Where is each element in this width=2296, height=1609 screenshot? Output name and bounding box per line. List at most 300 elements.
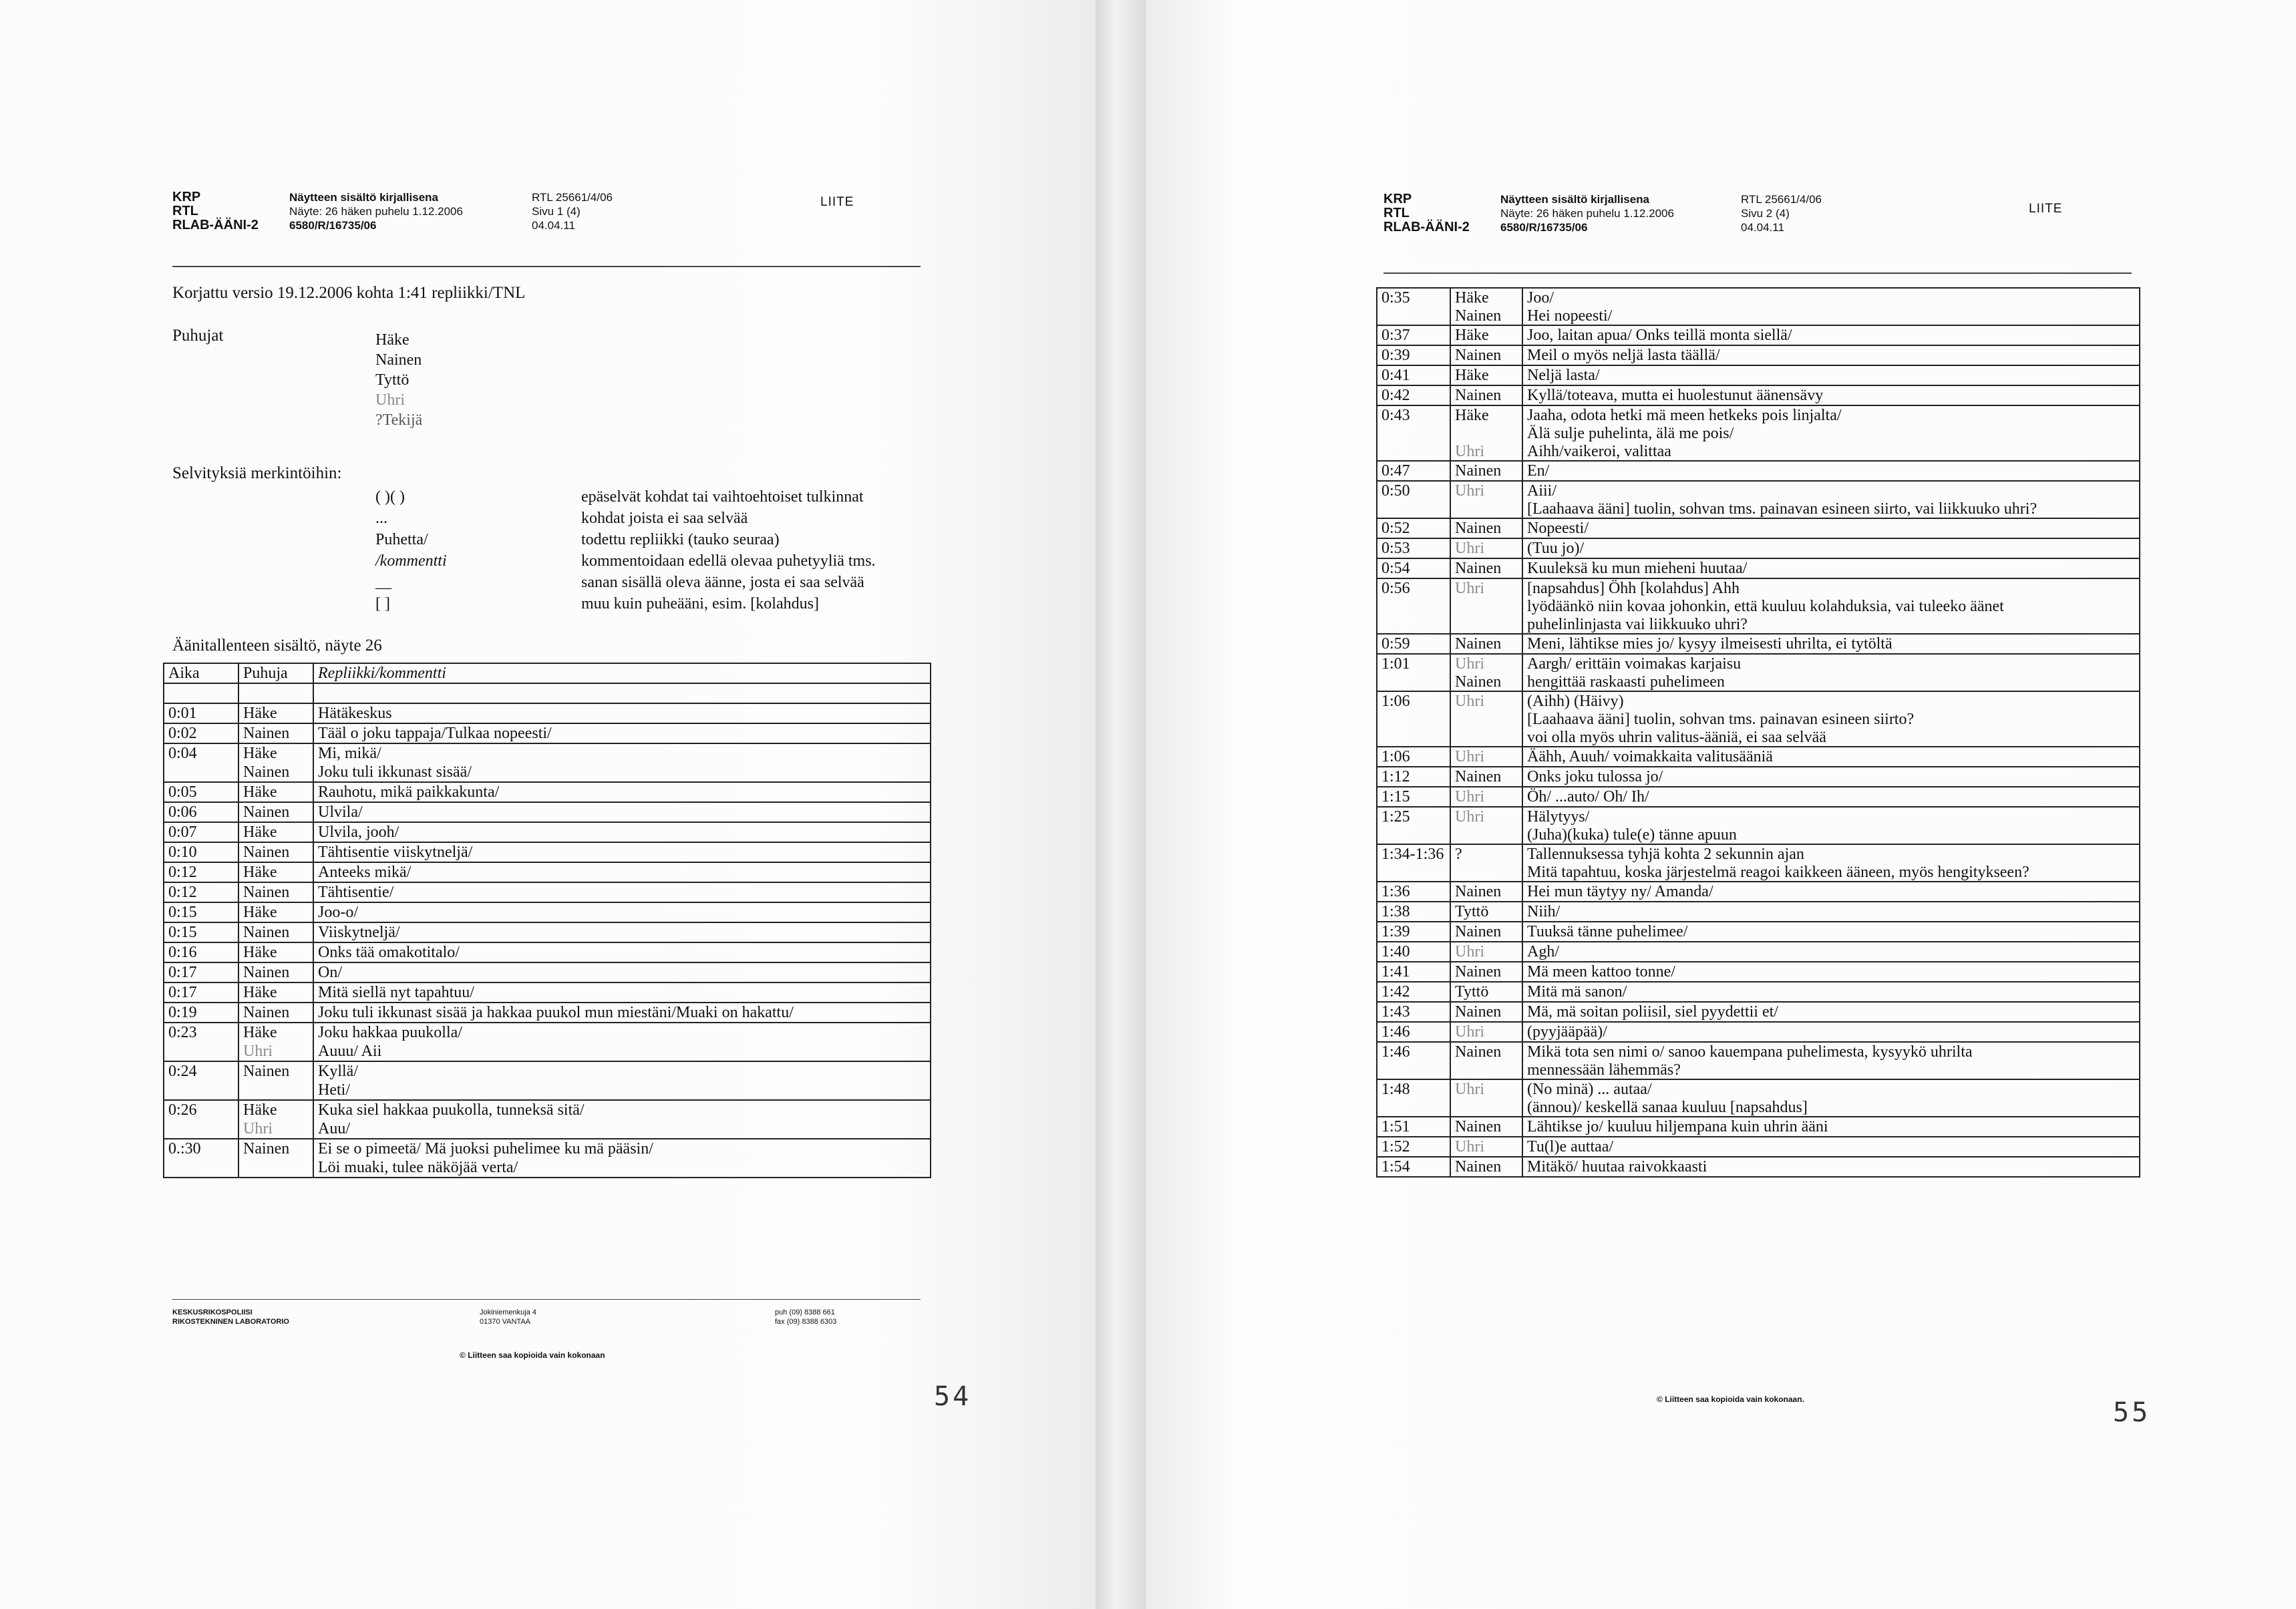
speaker-label: Nainen xyxy=(1455,883,1502,900)
line-text: Mitä tapahtuu, koska järjestelmä reagoi kaikkeen ääneen, myös hengitykseen? xyxy=(1527,864,2029,881)
speaker-cell xyxy=(238,1100,313,1139)
speaker-cell xyxy=(1450,1157,1522,1177)
line-cell xyxy=(1522,1137,2140,1157)
transcript-table xyxy=(163,663,931,1178)
time-cell: 0:01 xyxy=(164,703,238,723)
speaker-label: Uhri xyxy=(1455,943,1484,960)
table-row xyxy=(1377,982,2140,1002)
table-row xyxy=(1377,691,2140,747)
speaker-item: Häke xyxy=(375,331,409,349)
speaker-cell xyxy=(238,822,313,842)
line-text: Ei se o pimeetä/ Mä juoksi puhelimee ku mä pääsin/ xyxy=(318,1140,653,1157)
header-org xyxy=(1383,192,1470,234)
header-ref-line: Sivu 1 (4) xyxy=(532,205,581,218)
line-text: (Juha)(kuka) tule(e) tänne apuun xyxy=(1527,826,1737,844)
speaker-cell xyxy=(1450,654,1522,691)
line-text: Mä, mä soitan poliisil, siel pyydettii et/ xyxy=(1527,1003,1778,1021)
speaker-cell xyxy=(1450,962,1522,982)
speaker-cell xyxy=(1450,288,1522,325)
footer-address-line: Jokiniemenkuja 4 xyxy=(480,1308,536,1316)
time-cell: 1:51 xyxy=(1377,1117,1450,1137)
speaker-cell xyxy=(238,842,313,862)
table-row xyxy=(1377,902,2140,922)
line-text: Ulvila, jooh/ xyxy=(318,824,399,841)
speaker-cell xyxy=(238,1023,313,1061)
line-text: Joku tuli ikkunast sisää/ xyxy=(318,763,472,781)
header-ref xyxy=(1741,192,1822,234)
line-cell xyxy=(1522,538,2140,558)
time-cell: 1:25 xyxy=(1377,807,1450,844)
line-text: (Aihh) (Häivy) xyxy=(1527,693,1624,710)
line-cell xyxy=(313,743,931,782)
col-header-line: Repliikki/kommentti xyxy=(313,663,931,683)
line-text: (Tuu jo)/ xyxy=(1527,540,1585,557)
speaker-cell xyxy=(238,1003,313,1023)
copyright-note: © Liitteen saa kopioida vain kokonaan xyxy=(460,1351,605,1360)
revision-note: Korjattu versio 19.12.2006 kohta 1:41 repliikki/TNL xyxy=(172,284,526,302)
line-text: Aiii/ xyxy=(1527,482,1557,500)
table-row xyxy=(1377,345,2140,365)
line-text: Hei mun täytyy ny/ Amanda/ xyxy=(1527,883,1713,900)
legend-text: epäselvät kohdat tai vaihtoehtoiset tulkinnat xyxy=(581,488,864,506)
footer-org xyxy=(172,1308,289,1326)
table-row xyxy=(1377,481,2140,518)
line-text: Tallennuksessa tyhjä kohta 2 sekunnin ajan xyxy=(1527,846,1804,863)
line-text: Kuuleksä ku mun mieheni huutaa/ xyxy=(1527,560,1748,577)
speaker-label: Häke xyxy=(243,944,277,961)
table-row xyxy=(164,882,931,902)
line-text: Mitä siellä nyt tapahtuu/ xyxy=(318,984,474,1001)
transcript-body xyxy=(1377,288,2140,1177)
line-cell xyxy=(1522,461,2140,481)
speaker-cell xyxy=(238,882,313,902)
line-cell xyxy=(1522,747,2140,767)
header-doc-line: Näytteen sisältö kirjallisena xyxy=(289,191,438,204)
line-text: Mi, mikä/ xyxy=(318,745,381,762)
table-row xyxy=(1377,1042,2140,1079)
footer-phone-line: puh (09) 8388 661 xyxy=(775,1308,835,1316)
time-cell: 0:37 xyxy=(1377,325,1450,345)
speaker-cell xyxy=(1450,1137,1522,1157)
line-text: Niih/ xyxy=(1527,903,1561,920)
table-row xyxy=(1377,654,2140,691)
time-cell: 0:17 xyxy=(164,962,238,982)
line-text: Anteeks mikä/ xyxy=(318,864,412,881)
speaker-cell xyxy=(1450,1079,1522,1117)
line-text: Löi muaki, tulee näköjää verta/ xyxy=(318,1159,518,1176)
transcript-body xyxy=(164,703,931,1178)
speaker-cell xyxy=(1450,345,1522,365)
speaker-cell xyxy=(1450,882,1522,902)
line-text: (ännou)/ keskellä sanaa kuuluu [napsahdus] xyxy=(1527,1099,1808,1116)
speaker-label xyxy=(1455,728,1518,746)
table-row xyxy=(1377,325,2140,345)
speaker-label: Häke xyxy=(243,1024,277,1041)
table-row xyxy=(1377,962,2140,982)
speaker-cell xyxy=(1450,922,1522,942)
legend-text: todettu repliikki (tauko seuraa) xyxy=(581,531,780,548)
line-text: Meni, lähtikse mies jo/ kysyy ilmeisesti uhrilta, ei tytöltä xyxy=(1527,635,1893,653)
speaker-cell xyxy=(1450,405,1522,461)
time-cell: 0:12 xyxy=(164,862,238,882)
speaker-cell xyxy=(238,782,313,802)
time-cell: 1:46 xyxy=(1377,1042,1450,1079)
table-row xyxy=(1377,1137,2140,1157)
time-cell: 1:40 xyxy=(1377,942,1450,962)
line-text: Heti/ xyxy=(318,1081,350,1099)
speaker-label: Uhri xyxy=(1455,482,1484,500)
line-text: Meil o myös neljä lasta täällä/ xyxy=(1527,347,1720,364)
line-text: Auu/ xyxy=(318,1120,350,1137)
line-text: [Laahaava ääni] tuolin, sohvan tms. painavan esineen siirto, vai liikkuuko uhri? xyxy=(1527,500,2037,518)
time-cell: 0:39 xyxy=(1377,345,1450,365)
time-cell: 0:42 xyxy=(1377,385,1450,405)
line-text: Tähtisentie viiskytneljä/ xyxy=(318,844,473,861)
speaker-item: Uhri xyxy=(375,391,405,409)
liite-label: LIITE xyxy=(2029,202,2063,216)
line-cell xyxy=(1522,982,2140,1002)
time-cell: 1:06 xyxy=(1377,691,1450,747)
header-doc-line: Näyte: 26 häken puhelu 1.12.2006 xyxy=(289,205,463,218)
line-cell xyxy=(1522,962,2140,982)
speakers-list xyxy=(375,330,422,430)
line-text: Aargh/ erittäin voimakas karjaisu xyxy=(1527,655,1742,673)
speaker-cell xyxy=(238,902,313,922)
table-row xyxy=(1377,1079,2140,1117)
speaker-label: Uhri xyxy=(243,1043,273,1060)
table-header-row xyxy=(164,663,931,683)
legend-text: muu kuin puheääni, esim. [kolahdus] xyxy=(581,595,819,612)
speaker-cell xyxy=(1450,982,1522,1002)
speaker-label: Häke xyxy=(243,904,277,921)
table-row xyxy=(1377,518,2140,538)
time-cell: 1:12 xyxy=(1377,767,1450,787)
line-cell xyxy=(1522,385,2140,405)
line-cell xyxy=(1522,1002,2140,1022)
speaker-cell xyxy=(1450,538,1522,558)
table-row xyxy=(1377,634,2140,654)
speaker-label: Uhri xyxy=(1455,540,1484,557)
speaker-label: Uhri xyxy=(1455,748,1484,765)
table-row xyxy=(1377,578,2140,634)
header-ref-line: Sivu 2 (4) xyxy=(1741,207,1790,220)
line-text: Älä sulje puhelinta, älä me pois/ xyxy=(1527,425,1734,442)
line-cell xyxy=(313,822,931,842)
table-row xyxy=(164,802,931,822)
line-cell xyxy=(313,922,931,942)
legend-symbol: ( )( ) xyxy=(375,488,405,506)
time-cell: 0:54 xyxy=(1377,558,1450,578)
legend-text: sanan sisällä oleva äänne, josta ei saa selvää xyxy=(581,574,864,591)
speaker-label: Nainen xyxy=(1455,560,1502,577)
speaker-label xyxy=(1455,1061,1518,1079)
table-row xyxy=(164,743,931,782)
speaker-label: Nainen xyxy=(1455,635,1502,653)
speaker-label: Tyttö xyxy=(1455,903,1489,920)
page-number: 54 xyxy=(934,1381,972,1412)
speaker-label: Nainen xyxy=(1455,923,1502,940)
speaker-label xyxy=(1455,500,1518,518)
line-text: (No minä) ... autaa/ xyxy=(1527,1081,1652,1098)
time-cell: 0:24 xyxy=(164,1061,238,1100)
time-cell: 0:52 xyxy=(1377,518,1450,538)
line-text: [napsahdus] Öhh [kolahdus] Ahh xyxy=(1527,580,1740,597)
speaker-cell xyxy=(238,703,313,723)
header-doc-line: Näyte: 26 häken puhelu 1.12.2006 xyxy=(1500,207,1674,220)
header-org-line: RTL xyxy=(1383,206,1410,220)
line-text: Joku tuli ikkunast sisää ja hakkaa puukol mun miestäni/Muaki on hakattu/ xyxy=(318,1004,794,1021)
table-title: Äänitallenteen sisältö, näyte 26 xyxy=(172,637,382,655)
speaker-cell xyxy=(1450,558,1522,578)
speaker-cell xyxy=(1450,1042,1522,1079)
speaker-cell xyxy=(238,723,313,743)
line-cell xyxy=(1522,767,2140,787)
time-cell: 0:41 xyxy=(1377,365,1450,385)
speaker-item: Tyttö xyxy=(375,371,409,389)
table-row xyxy=(1377,405,2140,461)
time-cell: 1:34-1:36 xyxy=(1377,844,1450,882)
line-cell xyxy=(1522,844,2140,882)
left-page xyxy=(0,0,1096,1609)
page-number: 55 xyxy=(2113,1397,2151,1428)
line-cell xyxy=(1522,345,2140,365)
table-row xyxy=(164,902,931,922)
speaker-cell xyxy=(1450,787,1522,807)
header-rule xyxy=(172,266,921,267)
speaker-cell xyxy=(238,802,313,822)
line-text: Neljä lasta/ xyxy=(1527,367,1600,384)
speaker-label: Uhri xyxy=(1455,808,1484,826)
header-ref xyxy=(532,190,613,232)
speaker-label: Nainen xyxy=(243,884,290,901)
header-ref-line: RTL 25661/4/06 xyxy=(532,191,613,204)
time-cell: 1:43 xyxy=(1377,1002,1450,1022)
table-row xyxy=(164,962,931,982)
speaker-label: Nainen xyxy=(243,964,290,981)
line-cell xyxy=(1522,558,2140,578)
speaker-cell xyxy=(1450,844,1522,882)
time-cell: 0:05 xyxy=(164,782,238,802)
table-row xyxy=(164,1100,931,1139)
speaker-cell xyxy=(1450,807,1522,844)
line-text: Mä meen kattoo tonne/ xyxy=(1527,963,1675,980)
table-row xyxy=(164,1139,931,1178)
time-cell: 0:50 xyxy=(1377,481,1450,518)
line-text: Tuuksä tänne puhelimee/ xyxy=(1527,923,1688,940)
line-text: Kuka siel hakkaa puukolla, tunneksä sitä/ xyxy=(318,1101,585,1119)
line-cell xyxy=(313,1100,931,1139)
line-text: Lähtikse jo/ kuuluu hiljempana kuin uhrin ääni xyxy=(1527,1118,1828,1135)
speaker-cell xyxy=(1450,1117,1522,1137)
table-row xyxy=(1377,882,2140,902)
speaker-label: Nainen xyxy=(1455,1118,1502,1135)
line-cell xyxy=(1522,578,2140,634)
time-cell: 0:43 xyxy=(1377,405,1450,461)
speaker-cell xyxy=(1450,902,1522,922)
line-text: Hei nopeesti/ xyxy=(1527,307,1613,325)
speaker-label: Nainen xyxy=(243,725,290,742)
line-cell xyxy=(313,723,931,743)
line-cell xyxy=(313,862,931,882)
table-row xyxy=(164,703,931,723)
time-cell: 0:02 xyxy=(164,723,238,743)
line-cell xyxy=(313,842,931,862)
line-cell xyxy=(313,982,931,1003)
speaker-label: Häke xyxy=(243,1101,277,1119)
book-gutter xyxy=(1096,0,1146,1609)
table-row xyxy=(1377,747,2140,767)
table-row xyxy=(1377,1117,2140,1137)
line-cell xyxy=(313,1139,931,1178)
line-text: Tu(l)e auttaa/ xyxy=(1527,1138,1614,1155)
time-cell: 0:15 xyxy=(164,922,238,942)
liite-label: LIITE xyxy=(820,195,854,209)
table-row xyxy=(164,822,931,842)
speaker-label xyxy=(243,1158,309,1177)
line-text: Ulvila/ xyxy=(318,803,363,821)
time-cell: 1:48 xyxy=(1377,1079,1450,1117)
speaker-cell xyxy=(1450,325,1522,345)
table-row xyxy=(1377,365,2140,385)
table-row xyxy=(164,842,931,862)
time-cell: 1:01 xyxy=(1377,654,1450,691)
header-rule xyxy=(1383,273,2132,274)
speaker-cell xyxy=(238,743,313,782)
time-cell: 0:59 xyxy=(1377,634,1450,654)
line-cell xyxy=(1522,882,2140,902)
line-cell xyxy=(1522,922,2140,942)
line-cell xyxy=(313,1061,931,1100)
speaker-label xyxy=(1455,826,1518,844)
footer-address xyxy=(480,1308,536,1326)
speaker-label: Tyttö xyxy=(1455,983,1489,1001)
transcript-table-continued xyxy=(1376,287,2140,1178)
table-row xyxy=(1377,1157,2140,1177)
table-row xyxy=(164,782,931,802)
line-text: Joo, laitan apua/ Onks teillä monta siellä/ xyxy=(1527,327,1792,344)
speaker-cell xyxy=(238,1139,313,1178)
time-cell: 0:53 xyxy=(1377,538,1450,558)
line-cell xyxy=(1522,288,2140,325)
line-cell xyxy=(1522,365,2140,385)
speaker-label: Uhri xyxy=(1455,580,1484,597)
speaker-label: Nainen xyxy=(243,1004,290,1021)
speaker-cell xyxy=(1450,518,1522,538)
table-row xyxy=(164,1023,931,1061)
line-cell xyxy=(1522,325,2140,345)
speaker-cell xyxy=(238,922,313,942)
speaker-cell xyxy=(1450,634,1522,654)
speaker-label: Uhri xyxy=(1455,693,1484,710)
speaker-label: Häke xyxy=(243,824,277,841)
line-cell xyxy=(1522,634,2140,654)
speaker-cell xyxy=(238,862,313,882)
time-cell: 1:06 xyxy=(1377,747,1450,767)
speaker-cell xyxy=(238,942,313,962)
table-row xyxy=(1377,807,2140,844)
line-text: Aihh/vaikeroi, valittaa xyxy=(1527,443,1671,460)
header-org-line: KRP xyxy=(1383,192,1412,206)
speaker-label: Nainen xyxy=(1455,768,1502,785)
header-doc-line: 6580/R/16735/06 xyxy=(289,219,377,232)
speaker-label: Häke xyxy=(243,984,277,1001)
line-cell xyxy=(313,962,931,982)
table-spacer-row xyxy=(164,683,931,703)
speaker-label: Häke xyxy=(1455,327,1489,344)
speaker-label: Uhri xyxy=(1455,788,1484,806)
header-org-line: RTL xyxy=(172,204,198,218)
speaker-label: Nainen xyxy=(1455,963,1502,980)
line-text: Mitä mä sanon/ xyxy=(1527,983,1627,1001)
table-row xyxy=(164,723,931,743)
legend-label: Selvityksiä merkintöihin: xyxy=(172,464,342,482)
line-text: Kyllä/toteava, mutta ei huolestunut äänensävy xyxy=(1527,387,1824,404)
line-text: Tääl o joku tappaja/Tulkaa nopeesti/ xyxy=(318,725,552,742)
speaker-label: Uhri xyxy=(1455,1081,1484,1098)
line-text: Auuu/ Aii xyxy=(318,1043,382,1060)
header-doc xyxy=(1500,192,1674,234)
footer-org-line: KESKUSRIKOSPOLIISI xyxy=(172,1308,253,1316)
table-row xyxy=(1377,558,2140,578)
speaker-label xyxy=(1455,1098,1518,1116)
time-cell: 0:06 xyxy=(164,802,238,822)
table-row xyxy=(164,1061,931,1100)
header-doc xyxy=(289,190,463,232)
speakers-label: Puhujat xyxy=(172,327,224,345)
speaker-cell xyxy=(1450,365,1522,385)
time-cell: 0:26 xyxy=(164,1100,238,1139)
table-row xyxy=(1377,1022,2140,1042)
speaker-cell xyxy=(238,1061,313,1100)
line-text: Onks tää omakotitalo/ xyxy=(318,944,460,961)
table-row xyxy=(164,862,931,882)
time-cell: 0:12 xyxy=(164,882,238,902)
time-cell: 1:39 xyxy=(1377,922,1450,942)
line-text: Joo/ xyxy=(1527,289,1554,307)
time-cell: 0.:30 xyxy=(164,1139,238,1178)
time-cell: 0:07 xyxy=(164,822,238,842)
time-cell: 1:52 xyxy=(1377,1137,1450,1157)
speaker-item: Nainen xyxy=(375,351,422,369)
speaker-cell xyxy=(1450,385,1522,405)
time-cell: 0:04 xyxy=(164,743,238,782)
speaker-item: ?Tekijä xyxy=(375,411,423,429)
line-text: voi olla myös uhrin valitus-ääniä, ei saa selvää xyxy=(1527,729,1826,746)
line-cell xyxy=(1522,691,2140,747)
speaker-label: Nainen xyxy=(243,1063,290,1080)
speaker-label: Uhri xyxy=(1455,1023,1484,1041)
line-text: lyödäänkö niin kovaa johonkin, että kuuluu kolahduksia, vai tuleeko äänet xyxy=(1527,598,2004,615)
speaker-label: Häke xyxy=(1455,367,1489,384)
time-cell: 0:15 xyxy=(164,902,238,922)
line-text: (pyyjääpää)/ xyxy=(1527,1023,1607,1041)
line-text: Joo-o/ xyxy=(318,904,358,921)
header-ref-line: 04.04.11 xyxy=(532,219,575,232)
line-text: Öh/ ...auto/ Oh/ Ih/ xyxy=(1527,788,1649,806)
speaker-label: ? xyxy=(1455,846,1462,863)
header-doc-line: 6580/R/16735/06 xyxy=(1500,221,1588,234)
time-cell: 0:23 xyxy=(164,1023,238,1061)
line-text: Mitäkö/ huutaa raivokkaasti xyxy=(1527,1158,1707,1176)
legend-symbol: ... xyxy=(375,510,387,527)
table-row xyxy=(1377,942,2140,962)
line-cell xyxy=(1522,902,2140,922)
speaker-label xyxy=(1455,863,1518,881)
line-cell xyxy=(313,782,931,802)
speaker-label: Häke xyxy=(1455,407,1489,424)
line-cell xyxy=(313,703,931,723)
line-cell xyxy=(1522,405,2140,461)
